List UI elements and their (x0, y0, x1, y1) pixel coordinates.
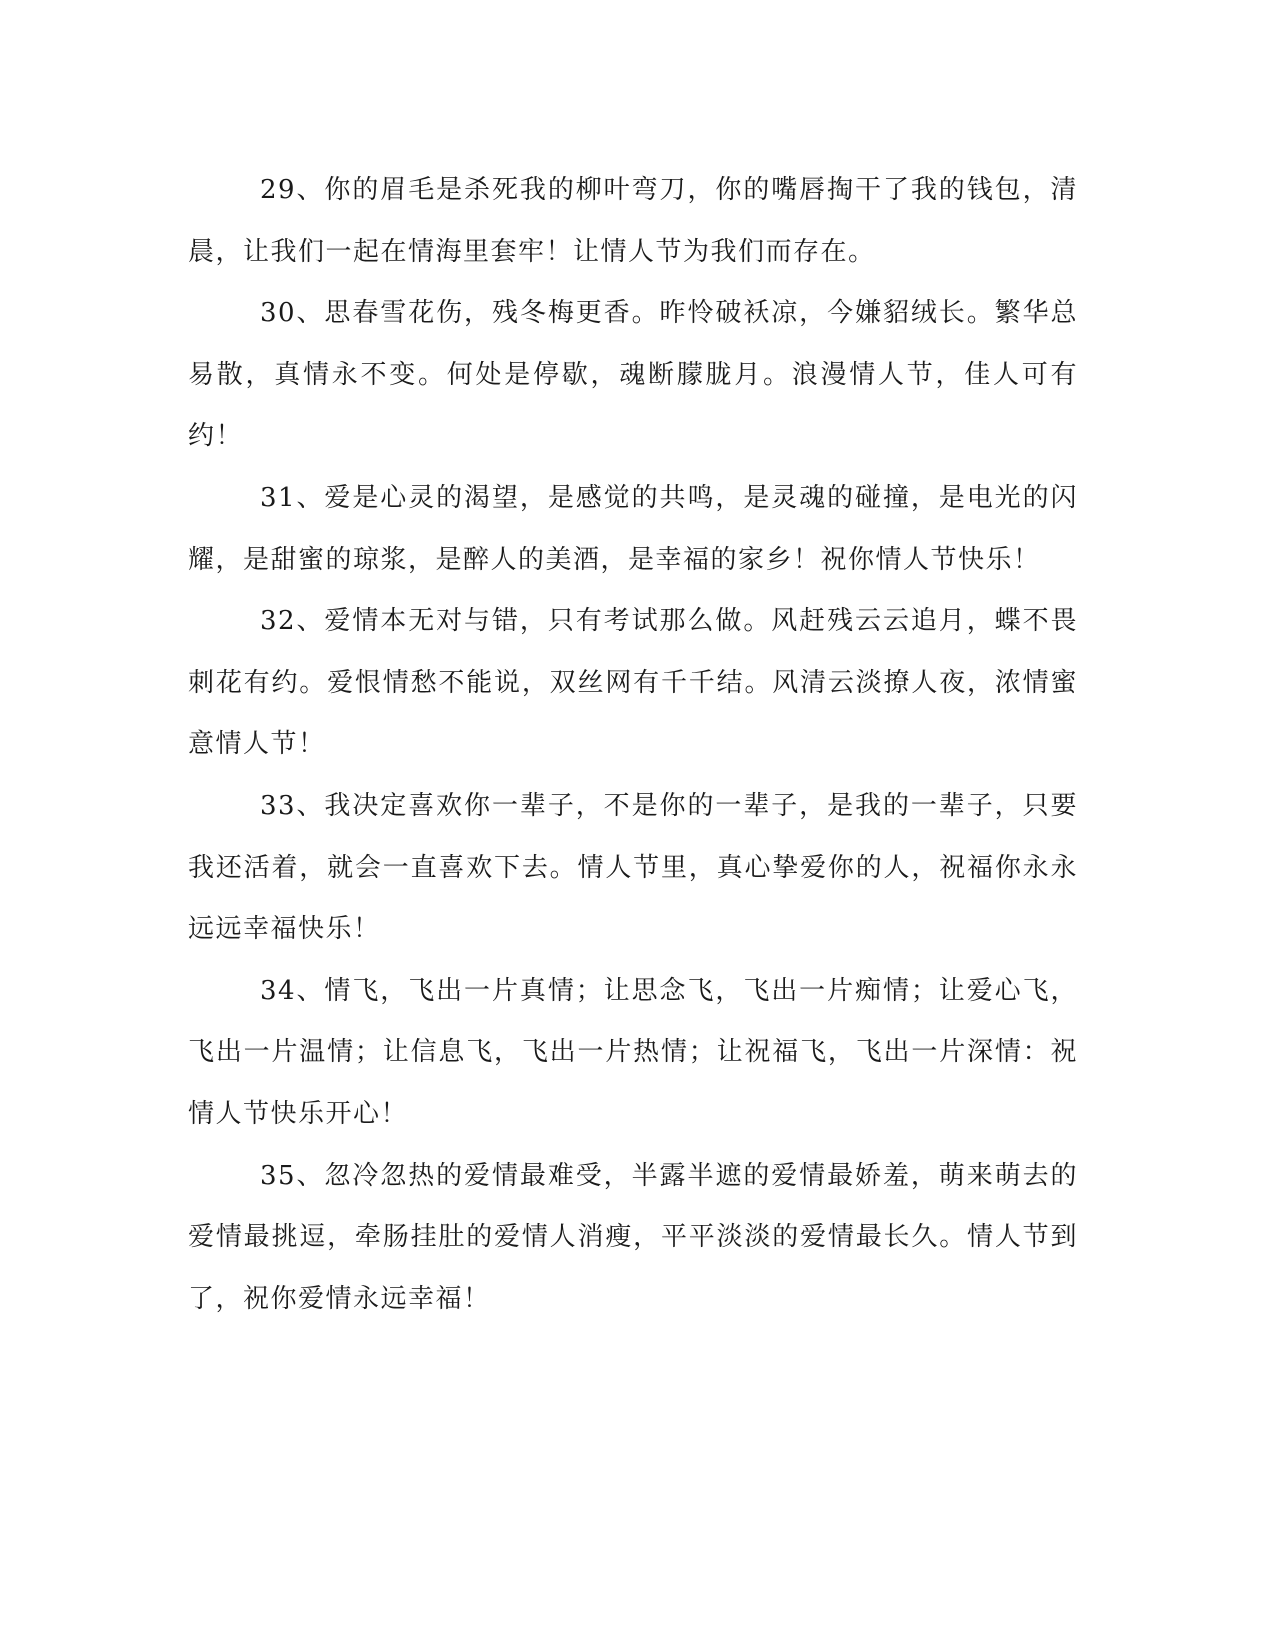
paragraph-31: 31、爱是心灵的渴望，是感觉的共鸣，是灵魂的碰撞，是电光的闪耀，是甜蜜的琼浆，是醉人的美酒，是幸福的家乡！祝你情人节快乐！ (188, 482, 1078, 575)
paragraph-32: 32、爱情本无对与错，只有考试那么做。风赶残云云追月，蝶不畏刺花有约。爱恨情愁不能说，双丝网有千千结。风清云淡撩人夜，浓情蜜意情人节！ (188, 606, 1078, 760)
paragraph-33: 33、我决定喜欢你一辈子，不是你的一辈子，是我的一辈子，只要我还活着，就会一直喜欢下去。情人节里，真心挚爱你的人，祝福你永永远远幸福快乐！ (188, 790, 1078, 945)
paragraph-35: 35、忽冷忽热的爱情最难受，半露半遮的爱情最娇羞，萌来萌去的爱情最挑逗，牵肠挂肚的爱情人消瘦，平平淡淡的爱情最长久。情人节到了，祝你爱情永远幸福！ (188, 1160, 1078, 1314)
paragraph-30: 30、思春雪花伤，残冬梅更香。昨怜破袄凉，今嫌貂绒长。繁华总易散，真情永不变。何处是停歇，魂断朦胧月。浪漫情人节，佳人可有约！ (188, 298, 1078, 452)
paragraph-29: 29、你的眉毛是杀死我的柳叶弯刀，你的嘴唇掏干了我的钱包，清晨，让我们一起在情海里套牢！让情人节为我们而存在。 (188, 175, 1078, 267)
paragraph-34: 34、情飞，飞出一片真情；让思念飞，飞出一片痴情；让爱心飞，飞出一片温情；让信息飞，飞出一片热情；让祝福飞，飞出一片深情：祝情人节快乐开心！ (188, 975, 1078, 1129)
document-body (188, 160, 1078, 1330)
